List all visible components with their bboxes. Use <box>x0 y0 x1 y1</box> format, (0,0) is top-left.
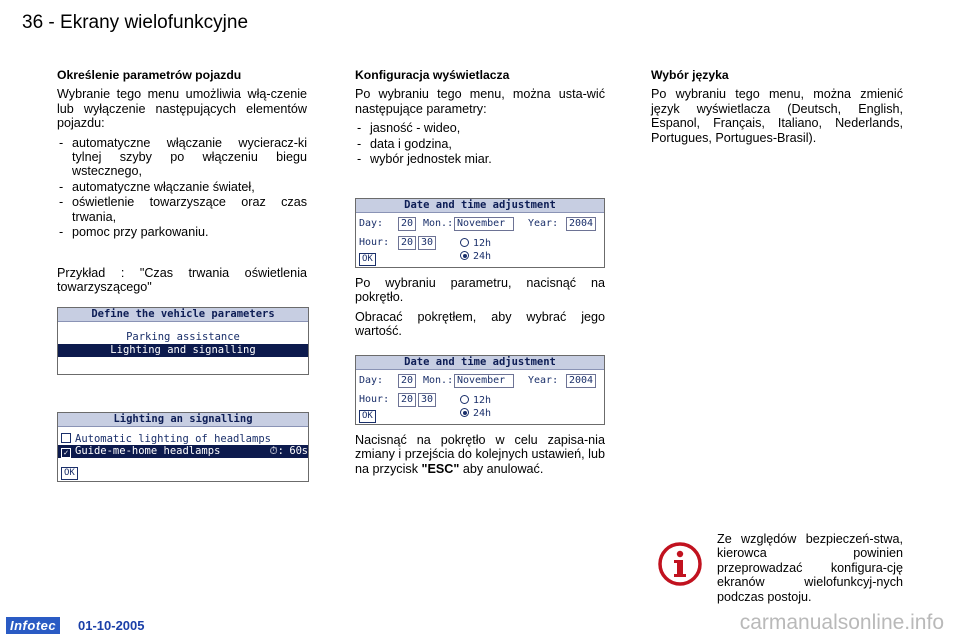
header-separator: - <box>48 12 55 33</box>
list-item: - wybór jednostek miar. <box>355 152 605 166</box>
option-label: 12h <box>473 395 492 406</box>
year-label: Year: <box>528 218 559 229</box>
date-time-screen-month <box>355 355 605 425</box>
format-24h-option[interactable] <box>460 250 491 262</box>
display-config-heading: Konfiguracja wyświetlacza <box>355 68 510 82</box>
example-caption: Przykład : "Czas trwania oświetlenia towarzyszącego" <box>57 266 307 295</box>
option-label: 24h <box>473 251 492 262</box>
display-config-intro: Po wybraniu tego menu, można usta-wić następujące parametry: <box>355 87 605 116</box>
day-field[interactable]: 20 <box>398 374 416 388</box>
language-section <box>651 68 903 150</box>
page-header <box>22 12 248 34</box>
list-item: - pomoc przy parkowaniu. <box>57 225 307 239</box>
list-item: - data i godzina, <box>355 137 605 151</box>
hour-field[interactable]: 20 <box>398 393 416 407</box>
safety-note-text: Ze względów bezpieczeń-stwa, kierowca powinien przeprowadzać konfigura-cję ekranów wielofunkcyj-nych podczas postoju. <box>717 532 903 604</box>
menu-item-parking-assistance[interactable]: Parking assistance <box>126 331 240 343</box>
minute-field[interactable]: 30 <box>418 236 436 250</box>
ok-button[interactable]: OK <box>359 410 376 423</box>
hour-field[interactable]: 20 <box>398 236 416 250</box>
radio-off-icon[interactable] <box>460 395 469 404</box>
checkbox-unchecked-icon[interactable] <box>61 433 71 443</box>
esc-key-label: "ESC" <box>421 461 460 476</box>
safety-note <box>717 532 903 609</box>
list-item: - jasność - wideo, <box>355 121 605 135</box>
duration-unit: s <box>301 445 308 457</box>
option-label: 12h <box>473 238 492 249</box>
rotate-knob-text: Obracać pokrętłem, aby wybrać jego wartość. <box>355 309 605 339</box>
format-12h-option[interactable] <box>460 237 491 249</box>
ok-button[interactable]: OK <box>61 467 78 480</box>
list-item: - automatyczne włączanie wycieracz-ki tylnej szyby po włączeniu biegu wstecznego, <box>57 136 307 179</box>
save-text: Nacisnąć na pokrętło w celu zapisa-nia zmiany i przejścia do kolejnych ustawień, lub na przycisk "ESC" aby anulować. <box>355 433 605 476</box>
info-icon <box>657 541 703 587</box>
vehicle-params-intro: Wybranie tego menu umożliwia włą-czenie lub wyłączenie następujących elementów pojazdu: <box>57 87 307 131</box>
format-12h-option[interactable] <box>460 394 491 406</box>
list-item: - automatyczne włączanie świateł, <box>57 180 307 194</box>
page-title: Ekrany wielofunkcyjne <box>60 12 249 33</box>
format-24h-option[interactable] <box>460 407 491 419</box>
month-label: Mon.: <box>423 218 454 229</box>
menu-item-lighting-signalling[interactable]: Lighting and signalling <box>58 344 308 357</box>
footer-date: 01-10-2005 <box>78 618 145 633</box>
page-number: 36 <box>22 12 44 33</box>
checkbox-checked-icon[interactable]: ✓ <box>61 448 71 458</box>
language-body: Po wybraniu tego menu, można zmienić język wyświetlacza (Deutsch, English, Espanol, Français, Italiano, Nederlands, Portugues, Portugues-Brasil). <box>651 87 903 145</box>
list-item: - oświetlenie towarzyszące oraz czas trwania, <box>57 195 307 224</box>
infotec-logo: Infotec <box>6 617 60 634</box>
timer-icon: ⏱: <box>269 445 284 457</box>
screen-title: Define the vehicle parameters <box>58 308 308 322</box>
vehicle-params-heading: Określenie parametrów pojazdu <box>57 68 242 82</box>
duration-value[interactable]: 60 <box>289 445 302 457</box>
radio-on-icon[interactable] <box>460 408 469 417</box>
automatic-lighting-option[interactable] <box>58 432 308 445</box>
screen-title: Date and time adjustment <box>356 356 604 370</box>
screen-title: Lighting an signalling <box>58 413 308 427</box>
day-label: Day: <box>359 218 384 229</box>
day-field[interactable]: 20 <box>398 217 416 231</box>
screen-title: Date and time adjustment <box>356 199 604 213</box>
hour-label: Hour: <box>359 394 390 405</box>
vehicle-params-list <box>57 136 307 240</box>
display-config-list <box>355 121 605 166</box>
select-parameter-text: Po wybraniu parametru, nacisnąć na pokrętło. <box>355 276 605 305</box>
year-field[interactable]: 2004 <box>566 217 596 231</box>
vehicle-params-section <box>57 68 307 240</box>
day-label: Day: <box>359 375 384 386</box>
example-caption-block <box>57 266 307 300</box>
option-label: 24h <box>473 408 492 419</box>
select-instructions <box>355 276 605 344</box>
watermark: carmanualsonline.info <box>739 611 944 634</box>
guide-me-home-option[interactable] <box>58 445 308 458</box>
display-config-section <box>355 68 605 167</box>
lighting-screen <box>57 412 309 482</box>
radio-on-icon[interactable] <box>460 251 469 260</box>
year-label: Year: <box>528 375 559 386</box>
radio-off-icon[interactable] <box>460 238 469 247</box>
language-heading: Wybór języka <box>651 68 729 82</box>
month-label: Mon.: <box>423 375 454 386</box>
month-field[interactable]: November <box>454 217 514 231</box>
minute-field[interactable]: 30 <box>418 393 436 407</box>
hour-label: Hour: <box>359 237 390 248</box>
year-field[interactable]: 2004 <box>566 374 596 388</box>
ok-button[interactable]: OK <box>359 253 376 266</box>
save-instructions <box>355 433 605 481</box>
vehicle-params-screen <box>57 307 309 375</box>
option-label: Automatic lighting of headlamps <box>75 433 271 445</box>
option-label: Guide-me-home headlamps <box>75 445 221 457</box>
date-time-screen-day <box>355 198 605 268</box>
month-field[interactable]: November <box>454 374 514 388</box>
